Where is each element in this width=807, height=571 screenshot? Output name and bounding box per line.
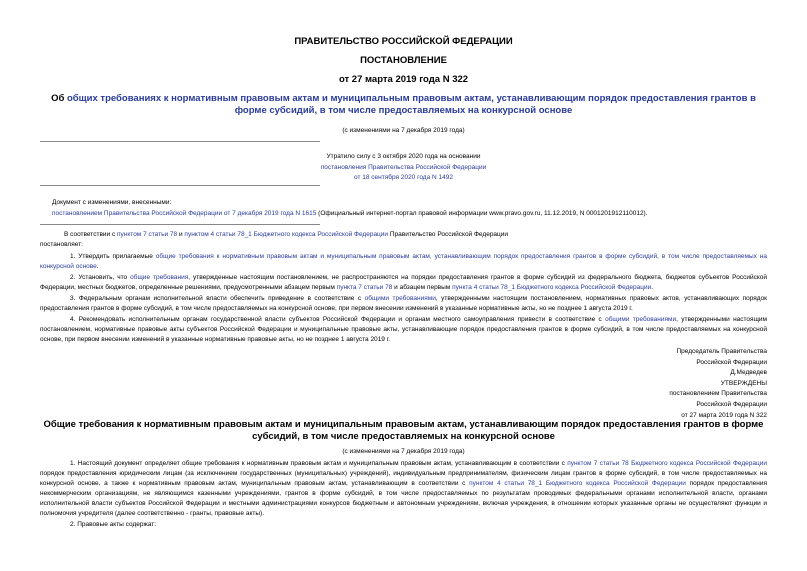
link-general-requirements[interactable]: общими требованиями [605, 316, 677, 323]
approved-label: УТВЕРЖДЕНЫ [720, 379, 767, 387]
paragraph-1 [40, 252, 767, 272]
changes-note [52, 198, 772, 219]
title-prefix: Об [51, 93, 67, 104]
repeal-note [0, 152, 807, 184]
approved-country: Российской Федерации [696, 400, 767, 408]
text: порядок предоставления некоммерческим организациям, не являющимся казенными учреждениями, грантов в форме субсидий, в том числе предоставляемых по результатам проводимых федеральными органами исполнительной власти, органами исполнительной власти субъектов Российской Федерации и местными администрациями конкурсов бюджетным и автономным учреждениям, включая учреждения, в отношении которых указанные органы не осуществляют функции и полномочия учредителя (далее соответственно - гранты, правовые акты). [40, 480, 768, 517]
document-type: ПОСТАНОВЛЕНИЕ [360, 55, 447, 66]
title-link[interactable]: общих требованиях к нормативным правовым актам и муниципальным правовым актам, устанавливающим порядок предоставления грантов в форме субсидий, в том числе предоставляемых на конкурсной основе [66, 93, 756, 116]
link-article-78[interactable]: пунктом 7 статьи 78 [117, 231, 178, 238]
text: В соответствии с [64, 231, 118, 238]
paragraph-4 [40, 315, 767, 345]
changes-link[interactable]: постановлением Правительства Российской Федерации от 7 декабря 2019 года N 1615 [52, 210, 317, 217]
section-paragraph-2: 2. Правовые акты содержат: [70, 521, 157, 528]
text: порядок предоставления юридическим лицам (за исключением государственных (муниципальных) учреждений), индивидуальным предпринимателям, физическим лицам грантов в форме субсидий, в том числе предоставляемых на конкурсной основе, а также к нормативным правовым актам, муниципальным правовым актам, устанавливающим в соответствии с [40, 470, 767, 487]
document-date-number: от 27 марта 2019 года N 322 [338, 74, 469, 85]
approved-by: постановлением Правительства [669, 390, 767, 398]
repeal-link-resolution[interactable]: постановления Правительства Российской Федерации [320, 163, 487, 171]
section-title: Общие требования к нормативным правовым актам и муниципальным правовым актам, устанавливающим порядок предоставления грантов в форме субсидий, в том числе предоставляемых на конкурсной основе [43, 419, 764, 442]
text: 1. Настоящий документ определяет общие требования к нормативным правовым актам и муниципальным правовым актам, устанавливающим в соответствии с [70, 460, 568, 467]
divider [40, 185, 320, 186]
edition-note: (с изменениями на 7 декабря 2019 года) [342, 127, 465, 134]
document-title [50, 93, 757, 117]
text: и абзацем первым [392, 284, 453, 291]
paragraph-2 [40, 273, 767, 293]
preamble [40, 230, 767, 250]
text: . [96, 263, 99, 270]
repeal-line: Утратило силу с 3 октября 2020 года на основании [326, 153, 481, 160]
divider [40, 224, 320, 225]
text: и [177, 231, 185, 238]
text: . [651, 284, 654, 291]
text: , утвержденными настоящим постановлением, нормативных правовых актов, устанавливающих порядок предоставления грантов в форме субсидий, в том числе предоставляемых на конкурсной основе, при первом внесении изменений в указанные нормативные акты, но не позднее 1 августа 2019 г. [40, 295, 768, 312]
repeal-link-date[interactable]: от 18 сентября 2020 года N 1492 [354, 174, 453, 181]
approved-date: от 27 марта 2019 года N 322 [681, 411, 767, 419]
link-article-78-1[interactable]: пункта 4 статьи 78_1 Бюджетного кодекса Российской Федерации [452, 284, 652, 291]
edition-note: (с изменениями на 7 декабря 2019 года) [342, 448, 465, 455]
text: 1. Утвердить прилагаемые [70, 253, 156, 260]
divider [40, 141, 320, 142]
link-article-78[interactable]: пункта 7 статьи 78 [336, 284, 393, 291]
signature-position: Председатель Правительства [676, 348, 767, 355]
signature-block [467, 347, 767, 421]
text: 2. Установить, что [70, 274, 131, 281]
government-header: ПРАВИТЕЛЬСТВО РОССИЙСКОЙ ФЕДЕРАЦИИ [294, 36, 513, 47]
section-paragraph-1 [40, 459, 767, 519]
link-general-requirements[interactable]: общие требования к нормативным правовым актам и муниципальным правовым актам, устанавливающим порядок предоставления грантов в форме субсидий, в том числе предоставляемых на конкурсной основе [40, 253, 767, 270]
signature-name: Д.Медведев [730, 369, 767, 377]
changes-source: (Официальный интернет-портал правовой информации www.pravo.gov.ru, 11.12.2019, N 0001201912110012). [316, 210, 648, 217]
text: , утвержденные настоящим постановлением, не распространяются на порядки предоставления грантов в форме субсидий из федерального бюджета, бюджетов субъектов Российской Федерации, местных бюджетов, определенные решениями, предусмотренными абзацем первым [40, 274, 768, 291]
text: 4. Рекомендовать исполнительным органам государственной власти субъектов Российской Федерации и органам местного самоуправления привести в соответствие с [70, 316, 606, 323]
preamble-resolve: постановляет: [40, 241, 83, 248]
changes-label: Документ с изменениями, внесенными: [52, 199, 172, 206]
link-article-78[interactable]: пунктом 7 статьи 78 Бюджетного кодекса Российской Федерации [567, 460, 767, 467]
link-general-requirements[interactable]: общими требованиями [364, 295, 436, 302]
link-general-requirements[interactable]: общие требования [130, 274, 189, 281]
link-article-78-1[interactable]: пунктом 4 статьи 78_1 Бюджетного кодекса Российской Федерации [469, 480, 686, 487]
text: , утвержденными настоящим постановлением, нормативные правовые акты субъектов Российской Федерации и муниципальные правовые акты, устанавливающие порядок предоставления грантов в форме субсидий, в том числе предоставляемых на конкурсной основе, при первом внесении изменений в указанные нормативные правовые акты, но не позднее 1 августа 2019 г. [40, 316, 768, 343]
signature-country: Российской Федерации [696, 358, 767, 366]
paragraph-3 [40, 294, 767, 314]
link-article-78-1[interactable]: пунктом 4 статьи 78_1 Бюджетного кодекса Российской Федерации [184, 231, 389, 238]
text: 3. Федеральным органам исполнительной власти обеспечить приведение в соответствие с [70, 295, 365, 302]
text: Правительство Российской Федерации [388, 231, 509, 238]
